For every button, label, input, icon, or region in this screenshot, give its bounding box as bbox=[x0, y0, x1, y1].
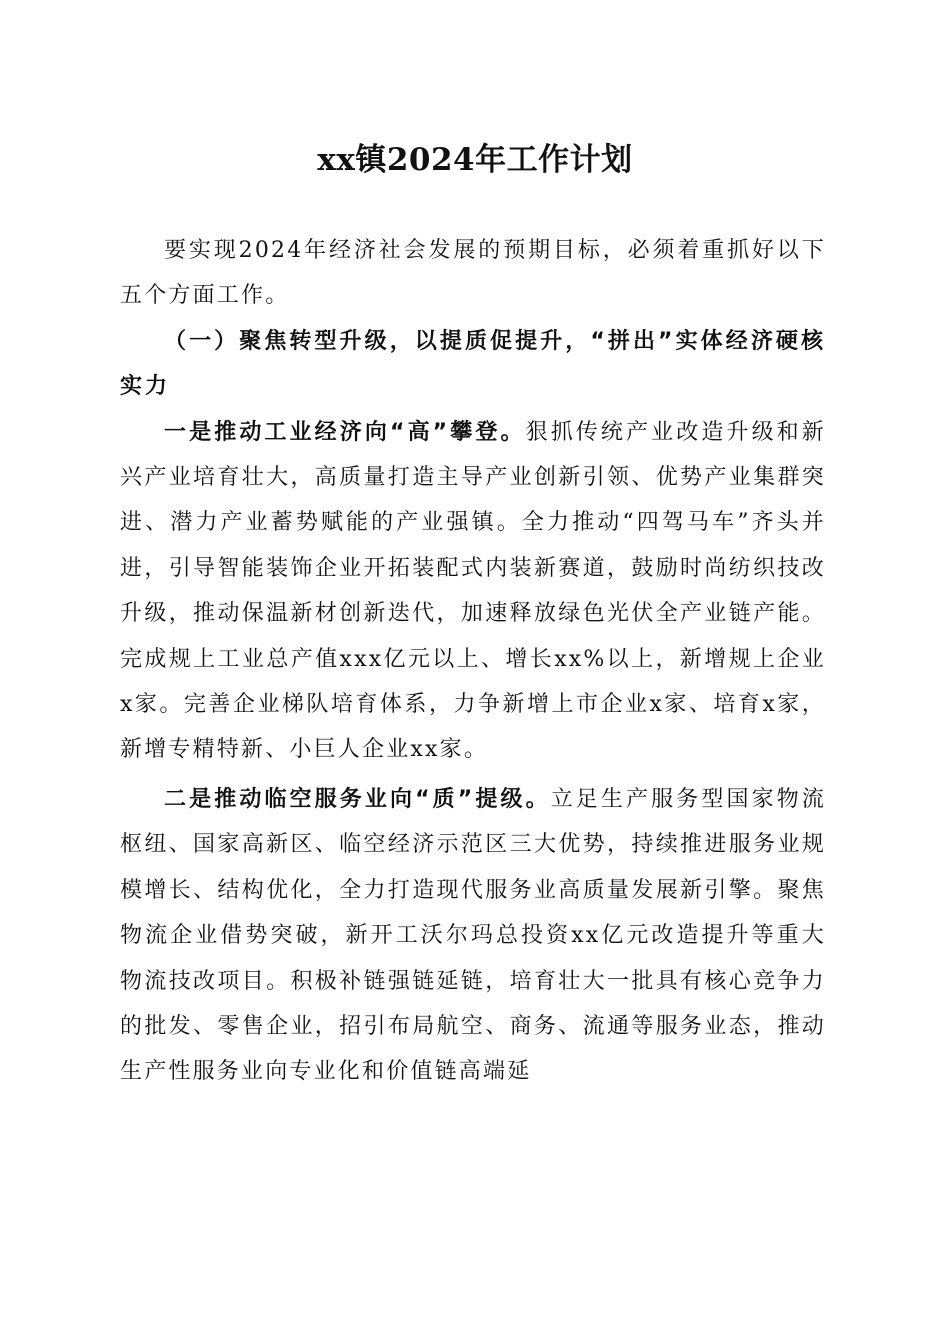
document-title: xx镇2024年工作计划 bbox=[317, 142, 633, 178]
paragraph-industry bbox=[120, 410, 826, 773]
section-heading: （一）聚焦转型升级，以提质促提升，“拼出”实体经济硬核实力 bbox=[120, 328, 826, 400]
document-body bbox=[120, 228, 826, 1095]
intro-paragraph: 要实现2024年经济社会发展的预期目标，必须着重抓好以下五个方面工作。 bbox=[120, 238, 826, 309]
paragraph-lead: 一是推动工业经济向“高”攀登。 bbox=[164, 419, 526, 445]
paragraph-text: 立足生产服务型国家物流枢纽、国家高新区、临空经济示范区三大优势，持续推进服务业规模增长、结构优化，全力打造现代服务业高质量发展新引擎。聚焦物流企业借势突破，新开工沃尔玛总投资xx亿元改造提升等重大物流技改项目。积极补链强链延链，培育壮大一批具有核心竞争力的批发、零售企业，招引布局航空、商务、流通等服务业态，推动生产性服务业向专业化和价值链高端延 bbox=[120, 786, 826, 1085]
paragraph-lead: 二是推动临空服务业向“质”提级。 bbox=[164, 786, 551, 812]
paragraph-text: 狠抓传统产业改造升级和新兴产业培育壮大，高质量打造主导产业创新引领、优势产业集群突进、潜力产业蓄势赋能的产业强镇。全力推动“四驾马车”齐头并进，引导智能装饰企业开拓装配式内装新赛道，鼓励时尚纺织技改升级，推动保温新材创新迭代，加速释放绿色光伏全产业链产能。完成规上工业总产值xxx亿元以上、增长xx%以上，新增规上企业x家。完善企业梯队培育体系，力争新增上市企业x家、培育x家，新增专精特新、小巨人企业xx家。 bbox=[120, 419, 826, 763]
paragraph-services bbox=[120, 777, 826, 1095]
